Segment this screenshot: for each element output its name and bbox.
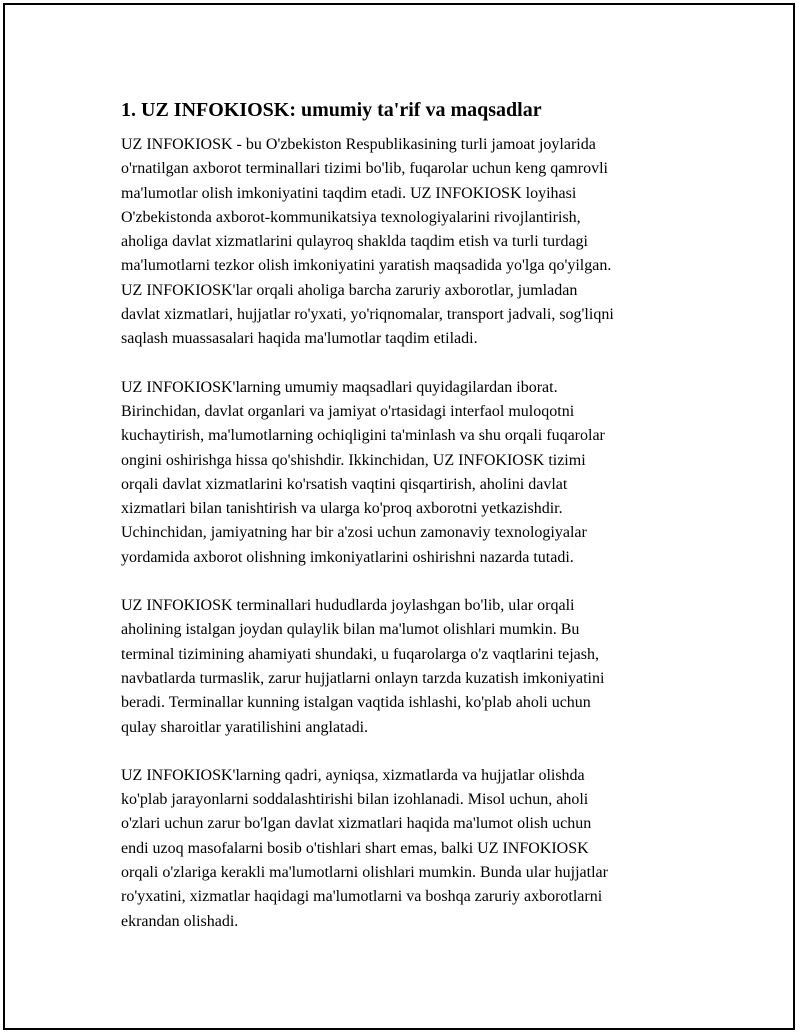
paragraph-line: Birinchidan, davlat organlari va jamiyat o'rtasidagi interfaol muloqotni <box>121 402 575 420</box>
paragraph-line: Uchinchidan, jamiyatning har bir a'zosi uchun zamonaviy texnologiyalar <box>121 524 587 542</box>
paragraph-line: o'zlari uchun zarur bo'lgan davlat xizmatlari haqida ma'lumot olish uchun <box>121 815 592 833</box>
paragraph-line: saqlash muassasalari haqida ma'lumotlar taqdim etiladi. <box>121 330 478 348</box>
page-frame <box>3 3 795 1030</box>
paragraph-line: yordamida axborot olishning imkoniyatlarini oshirishni nazarda tutadi. <box>121 548 574 566</box>
paragraph-1 <box>121 133 701 352</box>
paragraph-line: UZ INFOKIOSK - bu O'zbekiston Respublikasining turli jamoat joylarida <box>121 136 596 153</box>
paragraph-line: UZ INFOKIOSK'lar orqali aholiga barcha zaruriy axborotlar, jumladan <box>121 281 578 299</box>
paragraph-line: qulay sharoitlar yaratilishini anglatadi. <box>121 718 369 736</box>
paragraph-line: endi uzoq masofalarni bosib o'tishlari shart emas, balki UZ INFOKIOSK <box>121 839 589 857</box>
paragraph-line: aholining istalgan joydan qulaylik bilan ma'lumot olishlari mumkin. Bu <box>121 621 580 639</box>
paragraph-2 <box>121 376 701 570</box>
paragraph-line: ongini oshirishga hissa qo'shishdir. Ikkinchidan, UZ INFOKIOSK tizimi <box>121 451 586 469</box>
paragraph-line: aholiga davlat xizmatlarini qulayroq shaklda taqdim etish va turli turdagi <box>121 233 588 251</box>
document-body <box>121 96 701 958</box>
paragraph-line: o'rnatilgan axborot terminallari tizimi bo'lib, fuqarolar uchun keng qamrovli <box>121 160 608 178</box>
paragraph-line: ro'yxatini, xizmatlar haqidagi ma'lumotlarni va boshqa zaruriy axborotlarni <box>121 888 603 906</box>
paragraph-4 <box>121 764 701 934</box>
paragraph-line: O'zbekistonda axborot-kommunikatsiya texnologiyalarini rivojlantirish, <box>121 208 581 226</box>
paragraph-line: ekrandan olishadi. <box>121 912 239 930</box>
paragraph-line: orqali o'zlariga kerakli ma'lumotlarni olishlari mumkin. Bunda ular hujjatlar <box>121 864 608 882</box>
paragraph-line: xizmatlari bilan tanishtirish va ularga ko'proq axborotni yetkazishdir. <box>121 500 563 518</box>
paragraph-line: beradi. Terminallar kunning istalgan vaqtida ishlashi, ko'plab aholi uchun <box>121 694 591 712</box>
paragraph-line: UZ INFOKIOSK'larning qadri, ayniqsa, xizmatlarda va hujjatlar olishda <box>121 766 585 784</box>
paragraph-line: ma'lumotlar olish imkoniyatini taqdim etadi. UZ INFOKIOSK loyihasi <box>121 184 577 202</box>
paragraph-3 <box>121 594 701 740</box>
paragraph-line: ma'lumotlarni tezkor olish imkoniyatini yaratish maqsadida yo'lga qo'yilgan. <box>121 257 612 275</box>
paragraph-list <box>121 133 701 934</box>
paragraph-line: orqali davlat xizmatlarini ko'rsatish vaqtini qisqartirish, aholini davlat <box>121 475 568 493</box>
paragraph-line: ko'plab jarayonlarni soddalashtirishi bilan izohlanadi. Misol uchun, aholi <box>121 791 589 809</box>
paragraph-line: UZ INFOKIOSK'larning umumiy maqsadlari quyidagilardan iborat. <box>121 378 558 396</box>
paragraph-line: terminal tizimining ahamiyati shundaki, u fuqarolarga o'z vaqtlarini tejash, <box>121 645 600 663</box>
paragraph-line: kuchaytirish, ma'lumotlarning ochiqligini ta'minlash va shu orqali fuqarolar <box>121 427 605 445</box>
section-title: 1. UZ INFOKIOSK: umumiy ta'rif va maqsadlar <box>121 99 542 121</box>
paragraph-line: navbatlarda turmaslik, zarur hujjatlarni onlayn tarzda kuzatish imkoniyatini <box>121 669 605 687</box>
paragraph-line: davlat xizmatlari, hujjatlar ro'yxati, yo'riqnomalar, transport jadvali, sog'liqni <box>121 306 614 324</box>
paragraph-line: UZ INFOKIOSK terminallari hududlarda joylashgan bo'lib, ular orqali <box>121 597 575 615</box>
